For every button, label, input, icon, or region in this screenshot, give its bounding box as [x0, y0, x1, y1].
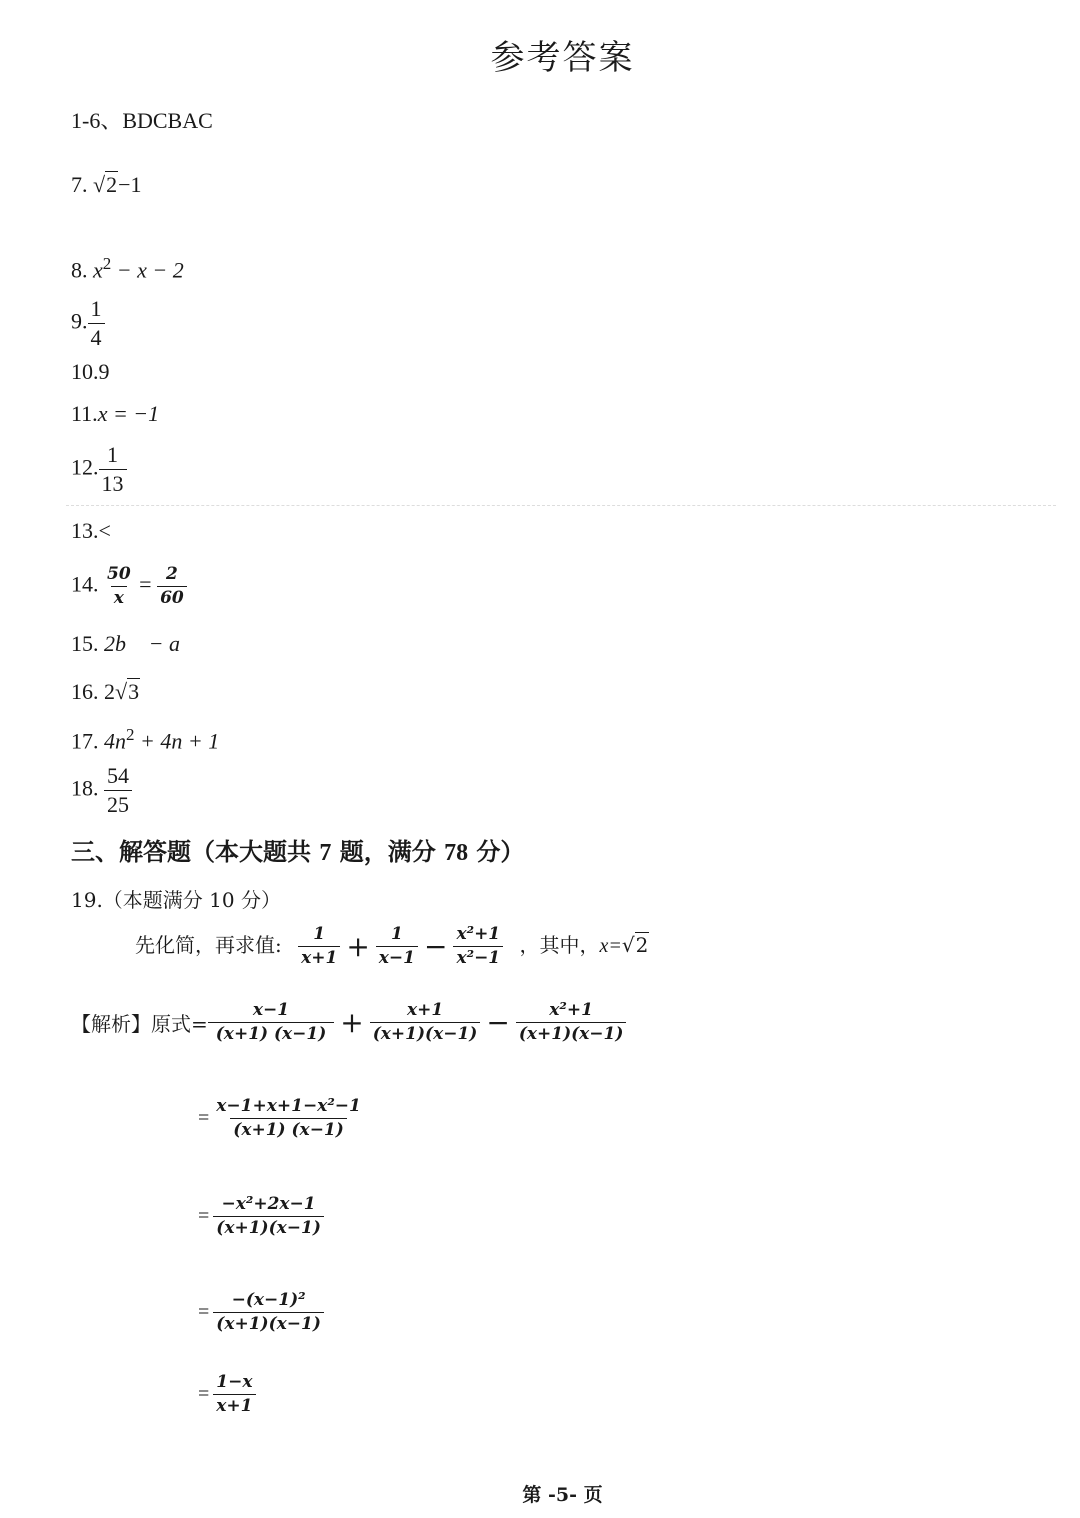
answer-9: 9. $\frac{1}{4}$	[71, 298, 105, 349]
answer-8: 8. $x^2 - x - 2$	[71, 254, 184, 283]
solution-step-1: 【解析】原式= $\frac{x-1}{(x+1) (x-1)}$ + $\frac{x+1}{(x+1)(x-1)}$ − $\frac{\text{x²+1}}{(x+1)(x-1)}$	[71, 1002, 626, 1043]
page-title: 参考答案	[490, 38, 635, 78]
fraction: $\frac{\text{x²+1}}{\text{x²−1}}$	[453, 926, 503, 967]
answer-13: 13.<	[71, 518, 111, 543]
answer-10: 10.9	[71, 359, 110, 384]
solution-step-2: = $\frac{\text{x−1+x+1−x²−1}}{(x+1) (x-1)}$	[198, 1098, 364, 1139]
answer-18: 18. $\frac{54}{25}$	[71, 765, 132, 816]
fraction: $\frac{\text{x−1+x+1−x²−1}}{(x+1) (x-1)}$	[216, 1096, 361, 1140]
fraction: $\frac{54}{25}$	[104, 765, 132, 816]
solution-step-3: = $\frac{\text{−x²+2x−1}}{(x+1)(x-1)}$	[198, 1196, 324, 1237]
section-heading: 三、解答题（本大题共 7 题，满分 78 分）	[71, 837, 525, 866]
page-footer: 第 -5- 页	[522, 1484, 603, 1506]
fraction: $\frac{\text{−x²+2x−1}}{(x+1)(x-1)}$	[213, 1196, 324, 1237]
question-19-prompt: 先化简，再求值: $\frac{1}{x+1}$ + $\frac{1}{x-1}$ − $\frac{\text{x²+1}}{\text{x²−1}}$ ，其中，x=√2	[135, 924, 649, 968]
fraction: $\frac{1-x}{x+1}$	[213, 1374, 255, 1415]
answer-15: 15. 2b⃗ − a⃗	[71, 631, 198, 656]
fraction: $\frac{1}{13}$	[99, 444, 127, 495]
fraction: $\frac{\text{−(x−1)²}}{(x+1)(x-1)}$	[213, 1292, 324, 1333]
section-divider	[66, 505, 1056, 506]
answer-12: 12. $\frac{1}{13}$	[71, 444, 127, 495]
answer-17: 17. $4n^2 + 4n + 1$	[71, 725, 220, 754]
sqrt-symbol: √3	[115, 679, 140, 704]
sqrt-symbol: √2	[621, 933, 649, 957]
answer-1-6: 1-6、BDCBAC	[71, 108, 213, 133]
fraction: $\frac{\text{x²+1}}{(x+1)(x-1)}$	[516, 1002, 627, 1043]
fraction: $\frac{1}{x-1}$	[376, 926, 418, 967]
fraction: $\frac{50}{x}$	[107, 564, 131, 608]
fraction: $\frac{x-1}{(x+1) (x-1)}$	[208, 1002, 335, 1043]
solution-step-5: = $\frac{1-x}{x+1}$	[198, 1374, 256, 1415]
question-19-label: 19.（本题满分 10 分）	[71, 888, 281, 912]
solution-step-4: = $\frac{\text{−(x−1)²}}{(x+1)(x-1)}$	[198, 1292, 324, 1333]
fraction: $\frac{1}{4}$	[88, 298, 105, 349]
fraction: $\frac{2}{60}$	[157, 566, 187, 607]
answer-14: 14. $\frac{50}{x}$ = $\frac{2}{60}$	[71, 566, 187, 607]
answer-11: 11.x = −1	[71, 401, 160, 426]
fraction: $\frac{1}{x+1}$	[298, 926, 340, 967]
answer-7: 7. √2−1	[71, 172, 142, 197]
sqrt-symbol: √2	[93, 172, 118, 197]
answer-16: 16. 2√3	[71, 679, 140, 704]
fraction: $\frac{x+1}{(x+1)(x-1)}$	[370, 1002, 481, 1043]
